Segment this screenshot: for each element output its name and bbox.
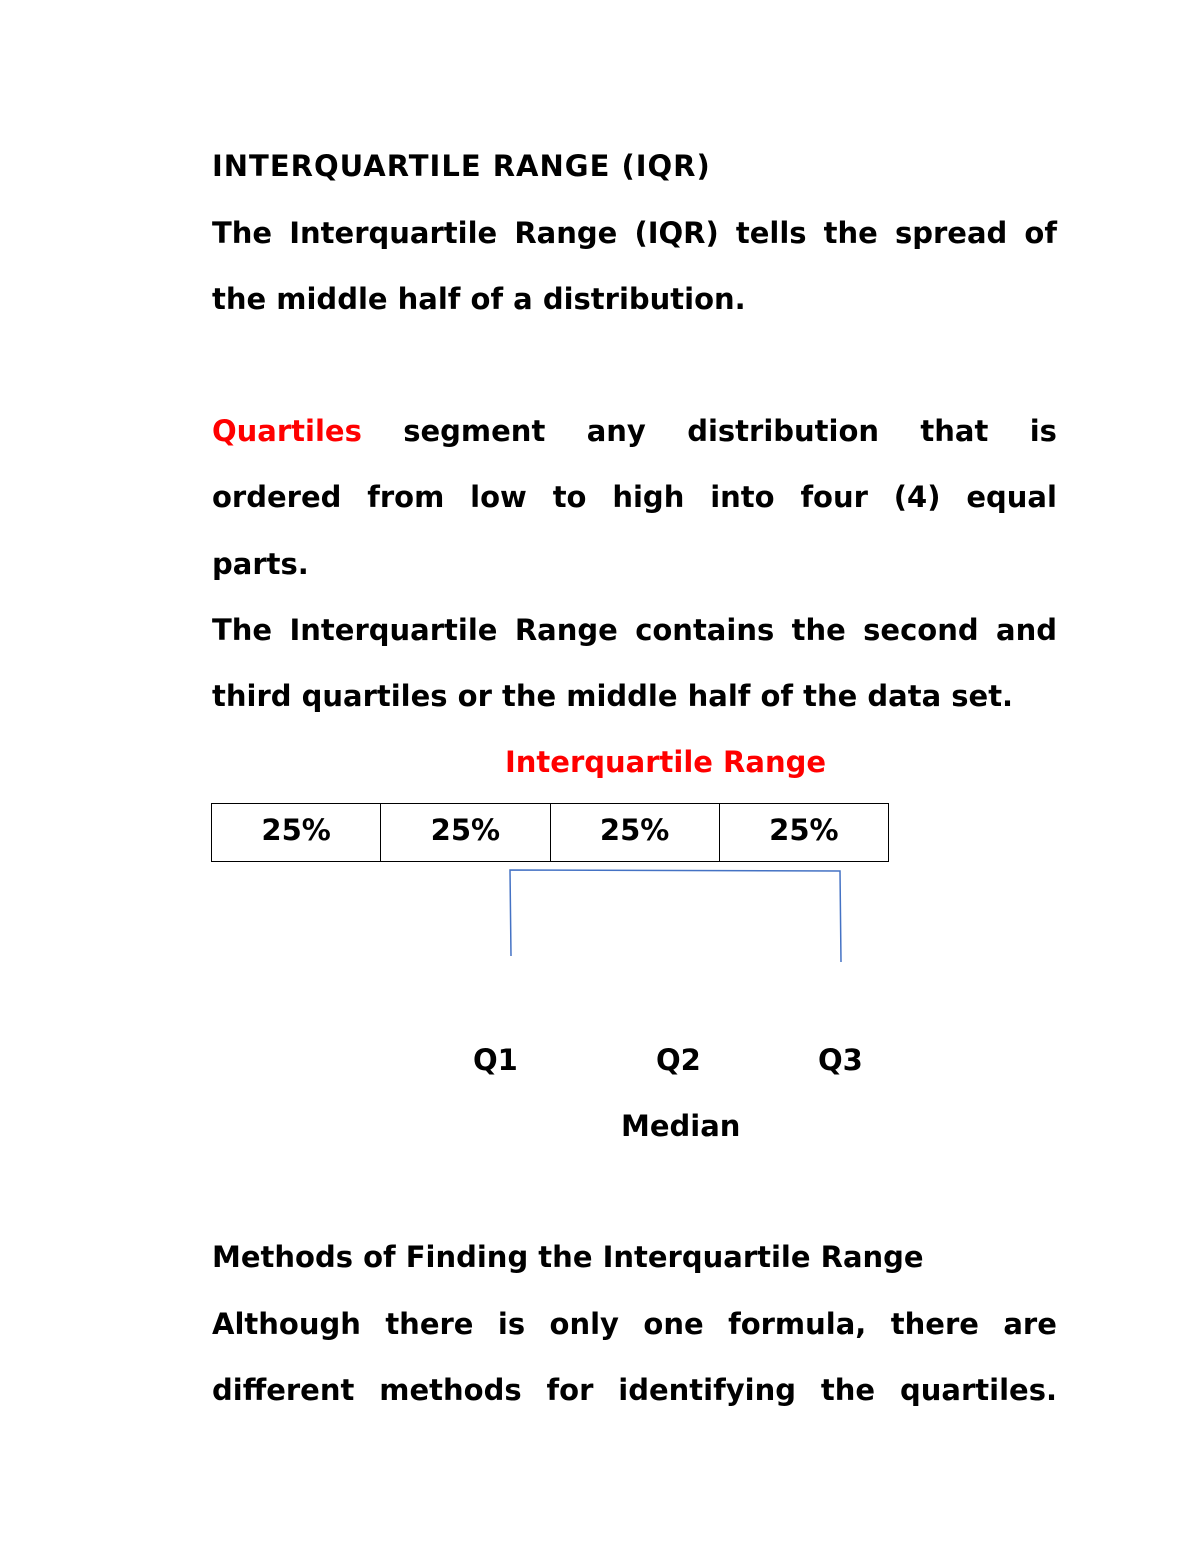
word: Interquartile	[289, 216, 498, 250]
word: the	[820, 1373, 876, 1407]
word: one	[643, 1307, 704, 1341]
word: Although	[212, 1307, 361, 1341]
word: formula,	[728, 1307, 867, 1341]
iqr-bracket-line	[510, 870, 841, 962]
word: Range	[514, 216, 618, 250]
word: any	[586, 414, 646, 448]
diagram-title: Interquartile Range	[505, 745, 827, 779]
word: of	[1024, 216, 1057, 250]
word: Range	[514, 613, 618, 647]
word: high	[612, 480, 685, 514]
word: Interquartile	[289, 613, 498, 647]
word: the	[791, 613, 846, 647]
word: there	[385, 1307, 474, 1341]
segment-4: 25%	[719, 804, 888, 862]
word: different	[212, 1373, 355, 1407]
word: for	[546, 1373, 594, 1407]
word: into	[710, 480, 775, 514]
word: distribution	[687, 414, 880, 448]
word: there	[890, 1307, 979, 1341]
quartiles-keyword: Quartiles	[212, 414, 362, 448]
word: segment	[403, 414, 546, 448]
q3-label: Q3	[818, 1043, 863, 1077]
word: (IQR)	[634, 216, 719, 250]
methods-heading: Methods of Finding the Interquartile Range	[212, 1240, 924, 1274]
definition-line-2: the middle half of a distribution.	[212, 282, 746, 316]
segment-2: 25%	[381, 804, 550, 862]
word: methods	[379, 1373, 522, 1407]
q2-label: Q2	[656, 1043, 701, 1077]
median-label: Median	[621, 1109, 741, 1143]
word: identifying	[618, 1373, 796, 1407]
word: is	[497, 1307, 526, 1341]
word: spread	[894, 216, 1008, 250]
word: second	[863, 613, 979, 647]
word: ordered	[212, 480, 342, 514]
word: only	[549, 1307, 619, 1341]
word: that	[920, 414, 989, 448]
word: and	[996, 613, 1057, 647]
word: four	[800, 480, 868, 514]
q1-label: Q1	[473, 1043, 518, 1077]
word: the	[823, 216, 878, 250]
word: to	[552, 480, 587, 514]
word: is	[1029, 414, 1057, 448]
word: are	[1003, 1307, 1057, 1341]
word: (4)	[893, 480, 941, 514]
word: The	[212, 216, 273, 250]
methods-line-2	[212, 1370, 1057, 1410]
iqr-line-2: third quartiles or the middle half of the data set.	[212, 679, 1014, 713]
word: from	[367, 480, 445, 514]
segment-1: 25%	[212, 804, 381, 862]
word: quartiles.	[900, 1373, 1057, 1407]
word: contains	[635, 613, 775, 647]
segment-3: 25%	[550, 804, 719, 862]
methods-line-1	[212, 1304, 1057, 1344]
word: tells	[735, 216, 807, 250]
word: low	[470, 480, 527, 514]
word: The	[212, 613, 273, 647]
quartiles-line-3: parts.	[212, 547, 309, 581]
page-title: INTERQUARTILE RANGE (IQR)	[212, 149, 711, 183]
word: equal	[966, 480, 1057, 514]
